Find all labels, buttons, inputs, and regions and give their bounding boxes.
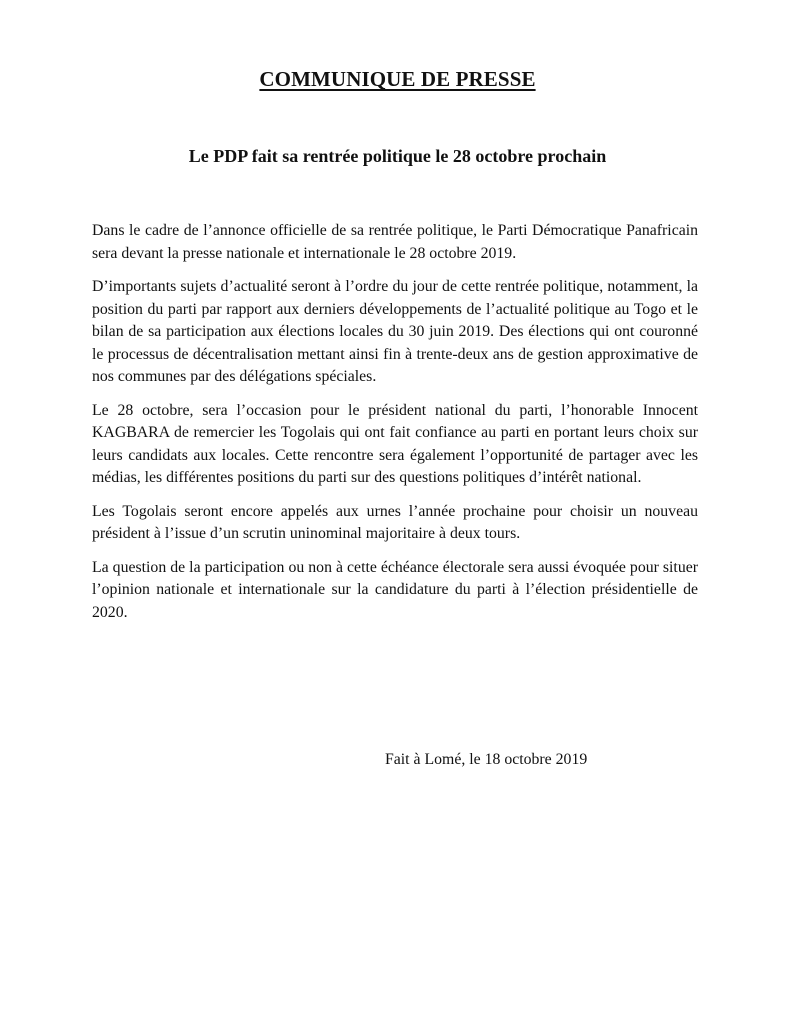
headline: Le PDP fait sa rentrée politique le 28 octobre prochain (188, 146, 607, 166)
document-title: COMMUNIQUE DE PRESSE (259, 67, 536, 91)
paragraph: Le 28 octobre, sera l’occasion pour le président national du parti, l’honorable Innocent KAGBARA de remercier les Togolais qui ont fait confiance au parti en portant leurs choix sur leurs candidats aux locales. Cette rencontre sera également l’opportunité de partager avec les médias, les différentes positions du parti sur des questions politiques d’intérêt national. (92, 401, 698, 486)
paragraph: Dans le cadre de l’annonce officielle de sa rentrée politique, le Parti Démocratique Panafricain sera devant la presse nationale et internationale le 28 octobre 2019. (92, 222, 698, 262)
paragraph: D’importants sujets d’actualité seront à l’ordre du jour de cette rentrée politique, notamment, la position du parti par rapport aux derniers développements de l’actualité politique au Togo et le bilan de sa participation aux élections locales du 30 juin 2019. Des élections qui ont couronné le processus de décentralisation mettant ainsi fin à trente-deux ans de gestion approximative de nos communes par des délégations spéciales. (92, 278, 698, 385)
paragraph: Les Togolais seront encore appelés aux urnes l’année prochaine pour choisir un nouveau président à l’issue d’un scrutin uninominal majoritaire à deux tours. (92, 502, 698, 542)
paragraph: La question de la participation ou non à cette échéance électorale sera aussi évoquée pour situer l’opinion nationale et internationale sur la candidature du parti à l’élection présidentielle de 2020. (92, 558, 698, 621)
body-text (92, 220, 698, 635)
signature-line: Fait à Lomé, le 18 octobre 2019 (385, 751, 588, 768)
